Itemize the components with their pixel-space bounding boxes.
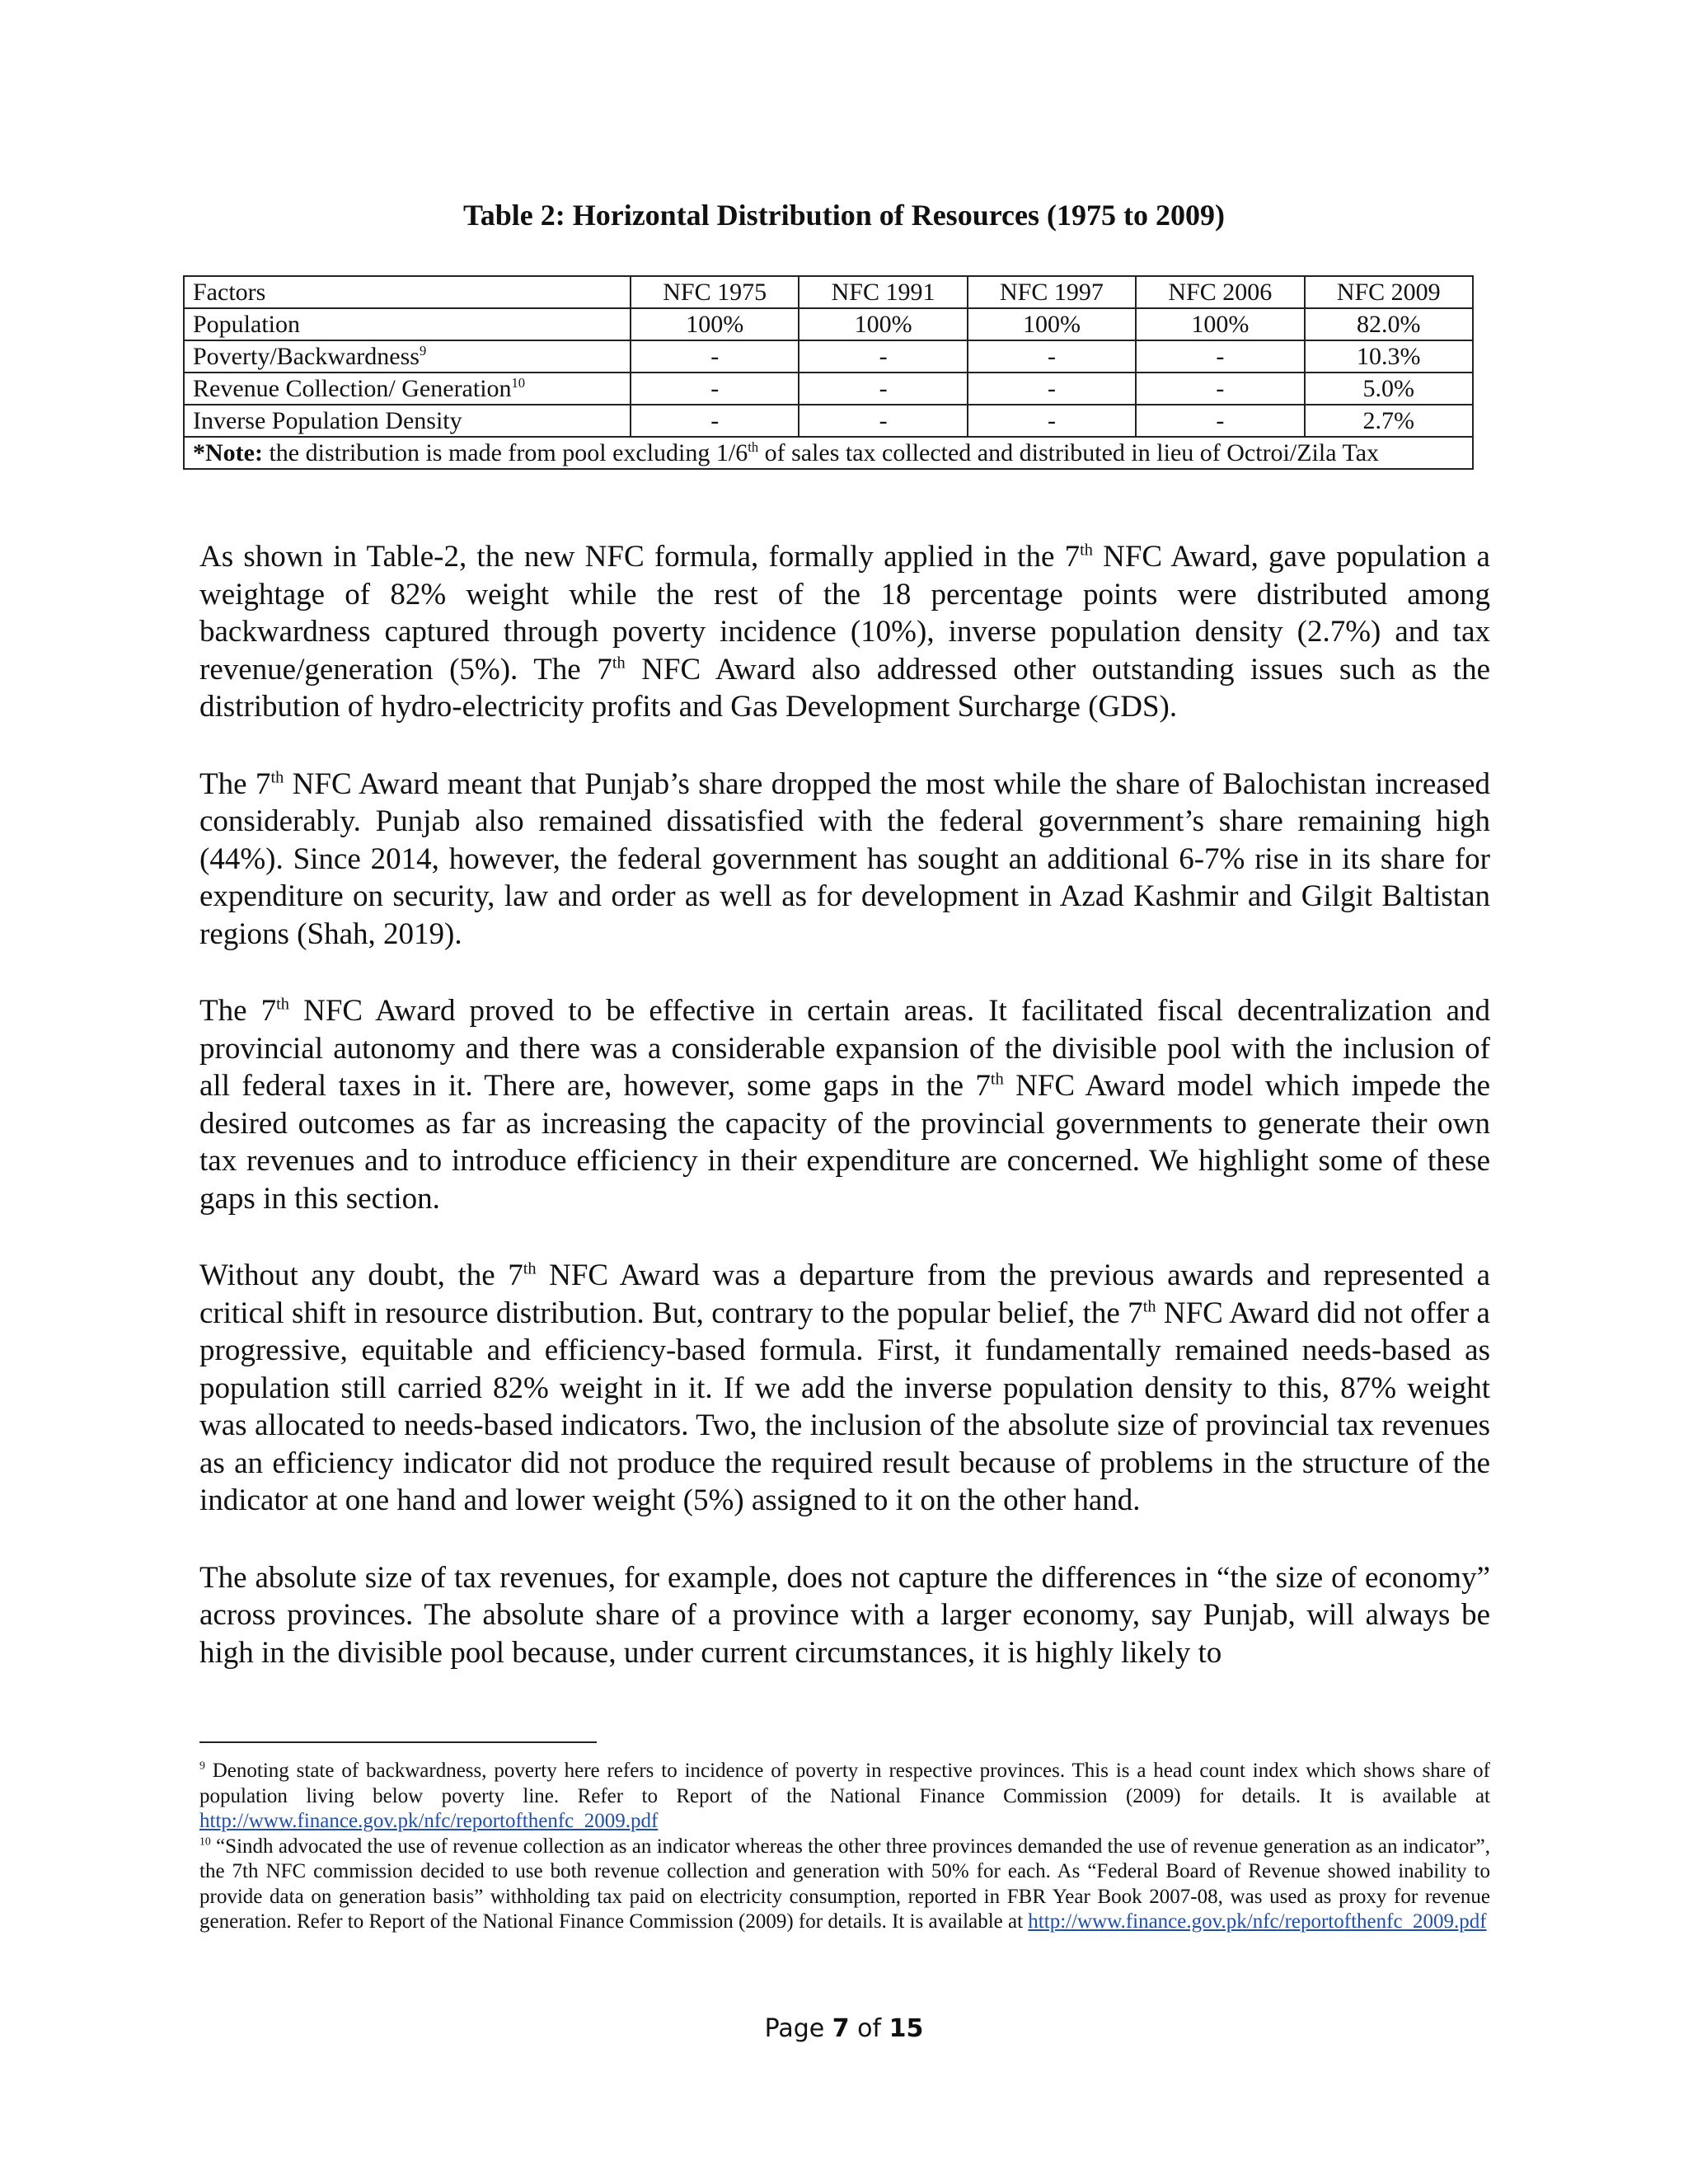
page-label: Page	[764, 2014, 832, 2043]
value-cell: -	[968, 405, 1136, 437]
factor-cell	[184, 308, 631, 340]
ordinal-sup: th	[1142, 1297, 1156, 1316]
footnote-text: Denoting state of backwardness, poverty here refers to incidence of poverty in respective provinces. This is a head count index which shows share of population living below poverty line. Refer to Report of the National Finance Commission (2009) for details. It is available at	[199, 1760, 1490, 1807]
value-cell: -	[631, 373, 799, 405]
factor-label: Revenue Collection/ Generation	[193, 375, 512, 402]
text-run: NFC Award proved to be effective in certain areas. It facilitated fiscal decentralization and provincial autonomy and there was a considerable expansion of the divisible pool with the inclusion of all federal taxes in it. There are, however, some gaps in the 7	[199, 994, 1491, 1103]
footnote-text: “Sindh advocated the use of revenue collection as an indicator whereas the other three provinces demanded the use of revenue generation as an indicator”, the 7th NFC commission decided to use both revenue collection and generation with 50% for each. As “Federal Board of Revenue showed inability to provide data on generation basis” withholding tax paid on electricity consumption, reported in FBR Year Book 2007-08, was used as proxy for revenue generation. Refer to Report of the National Finance Commission (2009) for details. It is available at	[199, 1835, 1490, 1933]
footnote-separator	[199, 1741, 597, 1743]
value-cell: 100%	[799, 308, 967, 340]
header-cell: NFC 1997	[968, 276, 1136, 308]
text-run: As shown in Table-2, the new NFC formula, formally applied in the 7	[199, 540, 1081, 574]
factor-cell	[184, 373, 631, 405]
body-text	[199, 538, 1490, 1711]
current-page: 7	[832, 2014, 850, 2043]
value-cell: -	[799, 405, 967, 437]
text-run: NFC Award was a departure from the previous awards and represented a critical shift in resource distribution. But, contrary to the popular belief, the 7	[199, 1258, 1490, 1330]
header-cell: NFC 2006	[1136, 276, 1304, 308]
value-cell: -	[968, 340, 1136, 373]
footnote-mark: 10	[199, 1835, 211, 1848]
table-note-row	[184, 437, 1473, 469]
note-sup: th	[748, 439, 759, 455]
text-run: The 7	[199, 994, 277, 1028]
text-run: Without any doubt, the 7	[199, 1258, 523, 1292]
factor-label: Population	[193, 311, 301, 338]
value-cell: -	[1136, 373, 1304, 405]
table-row	[184, 373, 1473, 405]
value-cell: -	[799, 340, 967, 373]
table-header-row	[184, 276, 1473, 308]
paragraph	[199, 538, 1490, 726]
footnote-mark: 9	[199, 1759, 205, 1772]
footnotes	[199, 1759, 1490, 1935]
value-cell: -	[1136, 340, 1304, 373]
page-of: of	[849, 2014, 889, 2043]
text-run: NFC Award did not offer a progressive, equitable and efficiency-based formula. First, it fundamentally remained needs-based as population still carried 82% weight in it. If we add the inverse population density to this, 87% weight was allocated to needs-based indicators. Two, the inclusion of the absolute size of provincial tax revenues as an efficiency indicator did not produce the required result because of problems in the structure of the indicator at one hand and lower weight (5%) assigned to it on the other hand.	[199, 1296, 1490, 1517]
text-run: NFC Award, gave population a weightage of 82% weight while the rest of the 18 percentage points were distributed among backwardness captured through poverty incidence (10%), inverse population density (2.7%) and tax revenue/generation (5%). The 7	[199, 540, 1490, 687]
ordinal-sup: th	[990, 1070, 1004, 1089]
text-run: NFC Award model which impede the desired outcomes as far as increasing the capacity of the provincial governments to generate their own tax revenues and to introduce efficiency in their expenditure are concerned. We highlight some of these gaps in this section.	[199, 1069, 1491, 1216]
factor-label: Poverty/Backwardness	[193, 343, 420, 370]
ordinal-sup: th	[612, 654, 626, 673]
distribution-table	[183, 275, 1474, 470]
text-run: The 7	[199, 766, 271, 801]
value-cell: -	[631, 340, 799, 373]
table-title: Table 2: Horizontal Distribution of Resources (1975 to 2009)	[463, 199, 1225, 232]
paragraph	[199, 1559, 1490, 1672]
factor-cell	[184, 405, 631, 437]
header-cell: NFC 1975	[631, 276, 799, 308]
value-cell: 100%	[631, 308, 799, 340]
header-cell: Factors	[184, 276, 631, 308]
footnote-ref[interactable]: 10	[511, 375, 526, 391]
header-cell: NFC 2009	[1305, 276, 1474, 308]
value-cell: -	[631, 405, 799, 437]
paragraph	[199, 766, 1490, 954]
value-cell: 100%	[1136, 308, 1304, 340]
factor-label: Inverse Population Density	[193, 407, 462, 434]
ordinal-sup: th	[276, 995, 289, 1014]
text-run: NFC Award meant that Punjab’s share dropped the most while the share of Balochistan increased considerably. Punjab also remained dissatisfied with the federal government’s share remaining high (44%). Since 2014, however, the federal government has sought an additional 6-7% rise in its share for expenditure on security, law and order as well as for development in Azad Kashmir and Gilgit Baltistan regions (Shah, 2019).	[199, 766, 1491, 951]
text-run: NFC Award also addressed other outstanding issues such as the distribution of hydro-electricity profits and Gas Development Surcharge (GDS).	[199, 652, 1490, 724]
paragraph	[199, 992, 1490, 1217]
table-row	[184, 308, 1473, 340]
footnote-link[interactable]: http://www.finance.gov.pk/nfc/reportofthenfc_2009.pdf	[199, 1810, 659, 1832]
value-cell: 5.0%	[1305, 373, 1474, 405]
header-cell: NFC 1991	[799, 276, 967, 308]
total-pages: 15	[889, 2014, 924, 2043]
page-number	[0, 2014, 1688, 2043]
value-cell: 100%	[968, 308, 1136, 340]
ordinal-sup: th	[523, 1259, 537, 1278]
footnote-ref[interactable]: 9	[419, 343, 427, 359]
value-cell: 2.7%	[1305, 405, 1474, 437]
value-cell: 10.3%	[1305, 340, 1474, 373]
note-text: of sales tax collected and distributed in lieu of Octroi/Zila Tax	[758, 439, 1380, 466]
table-note	[184, 437, 1473, 469]
note-label: *Note:	[193, 439, 263, 466]
footnote-10	[199, 1835, 1490, 1935]
table-row	[184, 340, 1473, 373]
table-row	[184, 405, 1473, 437]
text-run: The absolute size of tax revenues, for example, does not capture the differences in “the size of economy” across provinces. The absolute share of a province with a larger economy, say Punjab, will always be high in the divisible pool because, under current circumstances, it is highly likely to	[199, 1560, 1490, 1670]
footnote-link[interactable]: http://www.finance.gov.pk/nfc/reportofthenfc_2009.pdf	[1028, 1910, 1487, 1933]
value-cell: -	[799, 373, 967, 405]
value-cell: -	[968, 373, 1136, 405]
factor-cell	[184, 340, 631, 373]
value-cell: -	[1136, 405, 1304, 437]
paragraph	[199, 1257, 1490, 1520]
footnote-9	[199, 1759, 1490, 1835]
ordinal-sup: th	[1080, 541, 1093, 560]
ordinal-sup: th	[270, 768, 284, 787]
note-text: the distribution is made from pool excluding 1/6	[262, 439, 748, 466]
value-cell: 82.0%	[1305, 308, 1474, 340]
